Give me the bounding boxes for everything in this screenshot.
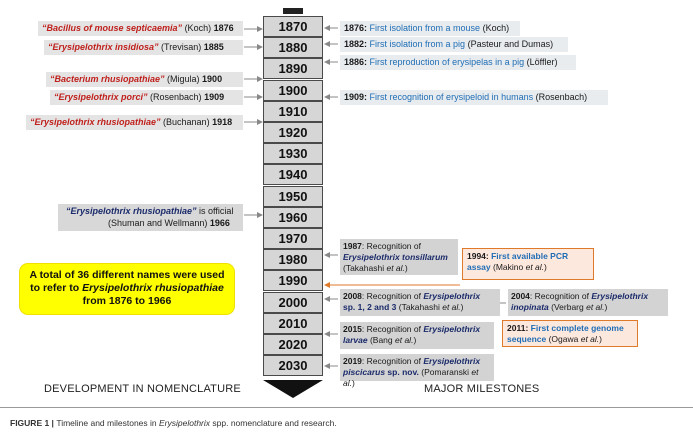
card-2015: 2015: Recognition of Erysipelothrix larvae (Bang et al.) [340,322,494,349]
official-name-line1: “Erysipelothrix rhusiopathiae” is official [66,206,234,216]
year-box: 2010 [263,313,323,334]
name-1900: “Bacterium rhusiopathiae” (Migula) 1900 [50,74,223,84]
year-box: 1890 [263,58,323,79]
name-1909: “Erysipelothrix porci” (Rosenbach) 1909 [54,92,225,102]
year-box: 1960 [263,207,323,228]
year-box: 2000 [263,292,323,313]
milestone-1876: 1876: First isolation from a mouse (Koch) [344,23,510,33]
timeline-arrow-head [263,380,323,398]
year-box: 1930 [263,143,323,164]
year-box: 1940 [263,164,323,185]
milestone-1994-box: 1994: First available PCR assay (Makino et al.) [462,248,594,280]
year-box: 1920 [263,122,323,143]
year-box: 1870 [263,16,323,37]
year-box: 1990 [263,270,323,291]
milestone-1909: 1909: First recognition of erysipeloid in humans (Rosenbach) [344,92,588,102]
name-1885: “Erysipelothrix insidiosa” (Trevisan) 1885 [48,42,224,52]
milestone-2011-box: 2011: First complete genome sequence (Ogawa et al.) [502,320,638,347]
card-2004: 2004: Recognition of Erysipelothrix inopinata (Verbarg et al.) [508,289,668,316]
year-box: 1900 [263,80,323,101]
card-2008: 2008: Recognition of Erysipelothrix sp. 1, 2 and 3 (Takahashi et al.) [340,289,500,316]
milestone-1882: 1882: First isolation from a pig (Pasteur and Dumas) [344,39,554,49]
section-label-milestones: MAJOR MILESTONES [424,383,540,395]
card-1987: 1987: Recognition of Erysipelothrix tonsillarum (Takahashi et al.) [340,239,458,275]
figure-caption: FIGURE 1 | Timeline and milestones in Erysipelothrix spp. nomenclature and research. [10,418,337,428]
year-box: 2020 [263,334,323,355]
timeline-top-cap [283,8,303,14]
milestone-1886: 1886: First reproduction of erysipelas in a pig (Löffler) [344,57,558,67]
name-1876: “Bacillus of mouse septicaemia” (Koch) 1876 [42,23,234,33]
year-box: 1880 [263,37,323,58]
summary-highlight-box [20,264,234,314]
summary-line2: to refer to Erysipelothrix rhusiopathiae [30,282,224,294]
card-2019: 2019: Recognition of Erysipelothrix piscicarus sp. nov. (Pomaranski et al.) [340,354,494,381]
year-box: 1910 [263,101,323,122]
caption-divider [0,407,693,408]
section-label-nomenclature: DEVELOPMENT IN NOMENCLATURE [44,383,241,395]
year-box: 1950 [263,186,323,207]
name-1918: “Erysipelothrix rhusiopathiae” (Buchanan) 1918 [30,117,233,127]
summary-line1: A total of 36 different names were used [29,269,225,281]
year-box: 1980 [263,249,323,270]
year-box: 1970 [263,228,323,249]
summary-line3: from 1876 to 1966 [82,295,172,307]
year-box: 2030 [263,355,323,376]
official-name-line2: (Shuman and Wellmann) 1966 [108,218,230,228]
